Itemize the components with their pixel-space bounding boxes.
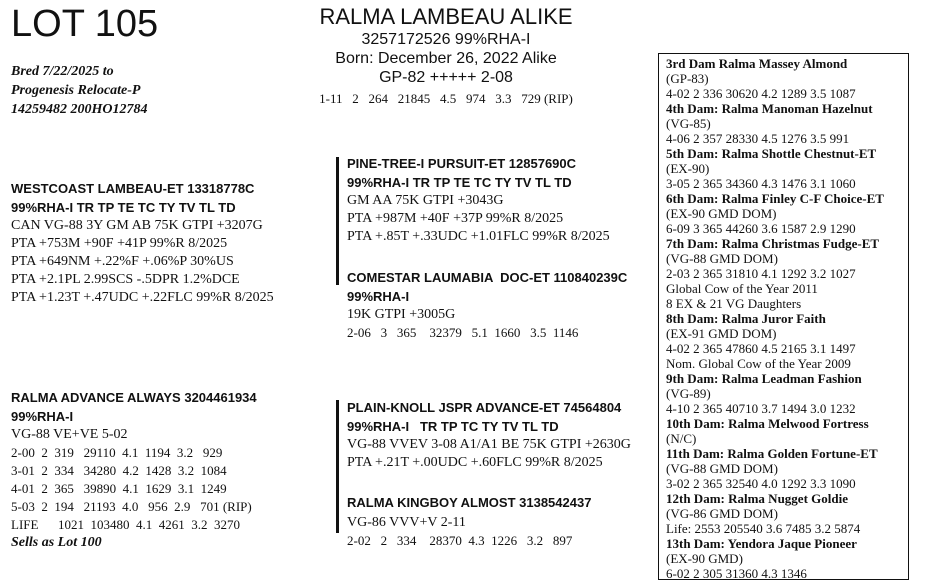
pedigree-box: [658, 53, 909, 580]
pedigree-dam-heading: 12th Dam: Ralma Nugget Goldie: [666, 491, 848, 506]
pedigree-line: (EX-90 GMD DOM): [666, 206, 777, 221]
paternal-granddam-section: [347, 268, 627, 342]
animal-birth-date: Born: December 26, 2022 Alike: [335, 50, 557, 67]
pedigree-bracket-paternal: [336, 157, 339, 285]
sire-detail: CAN VG-88 3Y GM AB 75K GTPI +3207G: [11, 218, 263, 233]
pedigree-dam-heading: 6th Dam: Ralma Finley C-F Choice-ET: [666, 191, 884, 206]
pedigree-line: 6-09 3 365 44260 3.6 1587 2.9 1290: [666, 221, 856, 236]
sire-detail: PTA +1.23T +.47UDC +.22FLC 99%R 8/2025: [11, 290, 274, 305]
sire-detail: PTA +753M +90F +41P 99%R 8/2025: [11, 236, 228, 251]
sire-name: WESTCOAST LAMBEAU-ET 13318778C: [11, 181, 255, 196]
pedigree-line: (N/C): [666, 431, 697, 446]
pedigree-dam-heading: 3rd Dam Ralma Massey Almond: [666, 56, 848, 71]
pedigree-line: Global Cow of the Year 2011: [666, 281, 818, 296]
maternal-granddam-record: 2-02 2 334 28370 4.3 1226 3.2 897: [347, 533, 573, 548]
bred-line: Progenesis Relocate-P: [11, 83, 141, 98]
pedigree-line: (VG-88 GMD DOM): [666, 461, 778, 476]
pedigree-dam-heading: 11th Dam: Ralma Golden Fortune-ET: [666, 446, 878, 461]
pedigree-line: 3-05 2 365 34360 4.3 1476 3.1 1060: [666, 176, 856, 191]
pedigree-line: (VG-85): [666, 116, 711, 131]
pedigree-line: 4-02 2 336 30620 4.2 1289 3.5 1087: [666, 86, 856, 101]
maternal-grandsire-name: PLAIN-KNOLL JSPR ADVANCE-ET 74564804: [347, 400, 622, 415]
pedigree-line: 4-02 2 365 47860 4.5 2165 3.1 1497: [666, 341, 856, 356]
maternal-grandsire-detail: VG-88 VVEV 3-08 A1/A1 BE 75K GTPI +2630G: [347, 437, 631, 452]
dam-record-row: 5-03 2 194 21193 4.0 956 2.9 701 (RIP): [11, 499, 252, 514]
pedigree-line: (VG-89): [666, 386, 711, 401]
animal-header: [230, 4, 662, 108]
dam-section: [11, 388, 257, 552]
maternal-grandsire-detail: PTA +.21T +.00UDC +.60FLC 99%R 8/2025: [347, 455, 603, 470]
pedigree-dam-heading: 9th Dam: Ralma Leadman Fashion: [666, 371, 862, 386]
pedigree-line: Life: 2553 205540 3.6 7485 3.2 5874: [666, 521, 861, 536]
pedigree-bracket-maternal: [336, 400, 339, 533]
bred-info: [11, 62, 148, 119]
pedigree-line: 8 EX & 21 VG Daughters: [666, 296, 802, 311]
sire-detail: PTA +2.1PL 2.99SCS -.5DPR 1.2%DCE: [11, 272, 240, 287]
pedigree-line: 2-03 2 365 31810 4.1 1292 3.2 1027: [666, 266, 856, 281]
dam-record-row: 4-01 2 365 39890 4.1 1629 3.1 1249: [11, 481, 227, 496]
pedigree-dam-heading: 10th Dam: Ralma Melwood Fortress: [666, 416, 869, 431]
dam-record-row: 2-00 2 319 29110 4.1 1194 3.2 929: [11, 445, 223, 460]
animal-production-record: 1-11 2 264 21845 4.5 974 3.3 729 (RIP): [319, 91, 573, 106]
paternal-granddam-name: COMESTAR LAUMABIA DOC-ET 110840239C: [347, 270, 628, 285]
paternal-grandsire-genetics: 99%RHA-I TR TP TE TC TY TV TL TD: [347, 175, 572, 190]
paternal-grandsire-name: PINE-TREE-I PURSUIT-ET 12857690C: [347, 156, 577, 171]
bred-line: 14259482 200HO12784: [11, 102, 148, 117]
maternal-granddam-section: [347, 493, 591, 550]
pedigree-line: (EX-90): [666, 161, 710, 176]
paternal-grandsire-section: [347, 154, 610, 246]
paternal-granddam-genetics: 99%RHA-I: [347, 289, 410, 304]
dam-record-row: 3-01 2 334 34280 4.2 1428 3.2 1084: [11, 463, 227, 478]
dam-sale-note: Sells as Lot 100: [11, 535, 102, 550]
paternal-grandsire-detail: GM AA 75K GTPI +3043G: [347, 193, 504, 208]
paternal-grandsire-detail: PTA +987M +40F +37P 99%R 8/2025: [347, 211, 564, 226]
pedigree-line: 6-02 2 305 31360 4.3 1346: [666, 566, 807, 581]
pedigree-line: (VG-86 GMD DOM): [666, 506, 778, 521]
maternal-granddam-detail: VG-86 VVV+V 2-11: [347, 515, 466, 530]
pedigree-line: 4-10 2 365 40710 3.7 1494 3.0 1232: [666, 401, 856, 416]
animal-name: RALMA LAMBEAU ALIKE: [319, 4, 573, 29]
bred-line: Bred 7/22/2025 to: [11, 64, 114, 79]
pedigree-line: (EX-90 GMD): [666, 551, 743, 566]
pedigree-line: Nom. Global Cow of the Year 2009: [666, 356, 851, 371]
maternal-grandsire-section: [347, 398, 631, 472]
pedigree-dam-heading: 7th Dam: Ralma Christmas Fudge-ET: [666, 236, 880, 251]
animal-classification: GP-82 +++++ 2-08: [379, 69, 513, 86]
sire-section: [11, 179, 274, 307]
pedigree-line: 4-06 2 357 28330 4.5 1276 3.5 991: [666, 131, 850, 146]
paternal-grandsire-detail: PTA +.85T +.33UDC +1.01FLC 99%R 8/2025: [347, 229, 610, 244]
pedigree-line: (VG-88 GMD DOM): [666, 251, 778, 266]
pedigree-dam-heading: 8th Dam: Ralma Juror Faith: [666, 311, 826, 326]
pedigree-dam-heading: 13th Dam: Yendora Jaque Pioneer: [666, 536, 857, 551]
dam-detail: VG-88 VE+VE 5-02: [11, 427, 128, 442]
paternal-granddam-detail: 19K GTPI +3005G: [347, 307, 456, 322]
sire-genetics: 99%RHA-I TR TP TE TC TY TV TL TD: [11, 200, 236, 215]
dam-name: RALMA ADVANCE ALWAYS 3204461934: [11, 390, 257, 405]
maternal-granddam-name: RALMA KINGBOY ALMOST 3138542437: [347, 495, 592, 510]
pedigree-line: (EX-91 GMD DOM): [666, 326, 777, 341]
maternal-grandsire-genetics: 99%RHA-I TR TP TC TY TV TL TD: [347, 419, 559, 434]
pedigree-dam-heading: 5th Dam: Ralma Shottle Chestnut-ET: [666, 146, 877, 161]
sire-detail: PTA +649NM +.22%F +.06%P 30%US: [11, 254, 234, 269]
dam-genetics: 99%RHA-I: [11, 409, 74, 424]
paternal-granddam-record: 2-06 3 365 32379 5.1 1660 3.5 1146: [347, 325, 579, 340]
pedigree-line: (GP-83): [666, 71, 709, 86]
animal-registration: 3257172526 99%RHA-I: [361, 31, 531, 48]
dam-lifetime-row: LIFE 1021 103480 4.1 4261 3.2 3270: [11, 517, 240, 532]
pedigree-line: 3-02 2 365 32540 4.0 1292 3.3 1090: [666, 476, 856, 491]
lot-number: LOT 105: [11, 3, 159, 45]
pedigree-dam-heading: 4th Dam: Ralma Manoman Hazelnut: [666, 101, 873, 116]
